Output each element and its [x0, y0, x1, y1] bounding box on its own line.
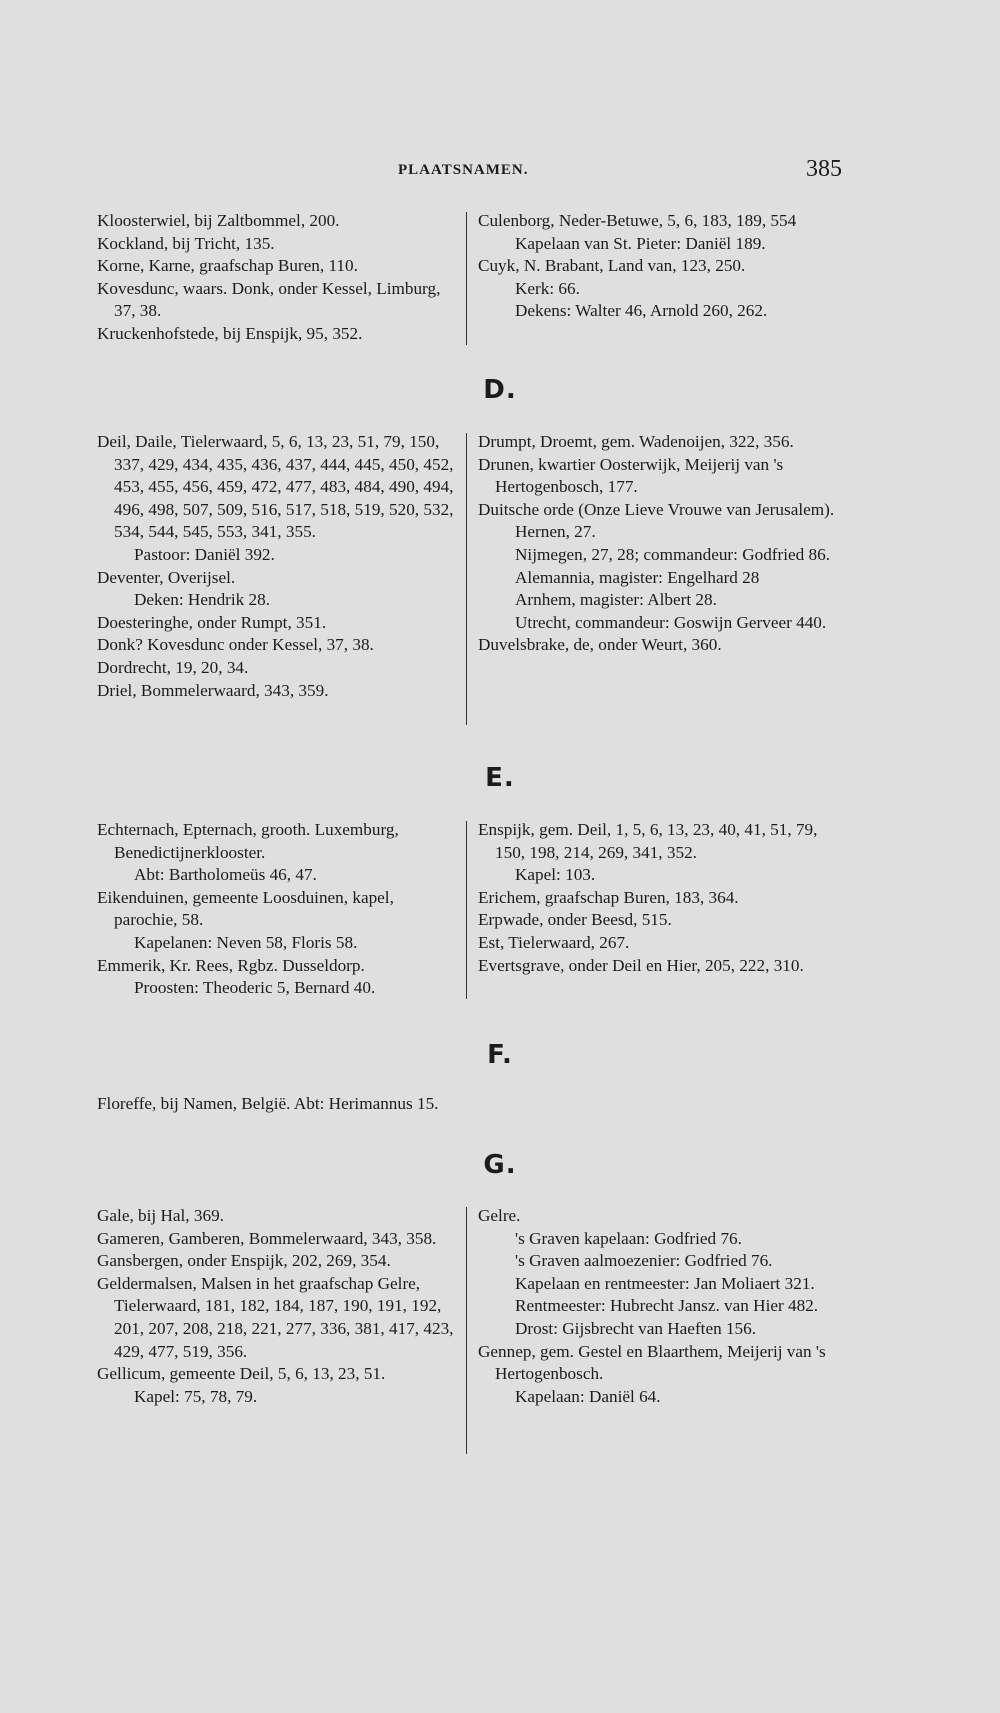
index-subentry: Rentmeester: Hubrecht Jansz. van Hier 482.: [515, 1296, 819, 1316]
index-subentry: 's Graven kapelaan: Godfried 76.: [515, 1228, 742, 1248]
column-divider: [466, 212, 467, 345]
index-entry: Drumpt, Droemt, gem. Wadenoijen, 322, 356.: [478, 432, 794, 451]
index-entry: Duitsche orde (Onze Lieve Vrouwe van Jerusalem).: [478, 499, 835, 519]
index-entry: Kruckenhofstede, bij Enspijk, 95, 352.: [97, 323, 363, 343]
index-subentry: Kapelaan van St. Pieter: Daniël 189.: [515, 233, 766, 253]
index-entry: Eikenduinen, gemeente Loosduinen, kapel, parochie, 58.: [97, 887, 394, 930]
section-letter-d: D.: [483, 375, 517, 405]
section-k-left-column: [97, 210, 457, 346]
column-divider: [466, 433, 467, 725]
index-entry: Evertsgrave, onder Deil en Hier, 205, 222, 310.: [478, 955, 804, 975]
section-f-entry: Floreffe, bij Namen, België. Abt: Herimannus 15.: [97, 1094, 439, 1113]
index-subentry: Deken: Hendrik 28.: [134, 590, 271, 610]
index-entry: Kockland, bij Tricht, 135.: [97, 233, 275, 253]
index-entry: Duvelsbrake, de, onder Weurt, 360.: [478, 635, 722, 655]
index-subentry: 's Graven aalmoezenier: Godfried 76.: [515, 1251, 773, 1271]
index-entry: Doesteringhe, onder Rumpt, 351.: [97, 612, 327, 632]
section-k-right-column: [478, 210, 843, 323]
column-divider: [466, 821, 467, 999]
index-entry: Kloosterwiel, bij Zaltbommel, 200.: [97, 211, 340, 230]
index-entry: Donk? Kovesdunc onder Kessel, 37, 38.: [97, 635, 374, 655]
index-subentry: Utrecht, commandeur: Goswijn Gerveer 440.: [515, 612, 827, 632]
column-divider: [466, 1207, 467, 1454]
running-head: [0, 156, 1000, 184]
section-g-left-column: [97, 1205, 457, 1408]
index-entry: Enspijk, gem. Deil, 1, 5, 6, 13, 23, 40, 41, 51, 79, 150, 198, 214, 269, 341, 352.: [478, 820, 818, 862]
index-subentry: Hernen, 27.: [515, 522, 596, 542]
index-entry: Gelre.: [478, 1206, 521, 1225]
section-letter-g: G.: [483, 1150, 517, 1180]
index-subentry: Arnhem, magister: Albert 28.: [515, 590, 717, 610]
index-entry: Kovesdunc, waars. Donk, onder Kessel, Limburg, 37, 38.: [97, 278, 441, 321]
index-entry: Est, Tielerwaard, 267.: [478, 932, 630, 952]
index-subentry: Kapelanen: Neven 58, Floris 58.: [134, 932, 358, 952]
index-subentry: Kerk: 66.: [515, 278, 580, 298]
section-e-right-column: [478, 819, 843, 977]
section-letter-f: F.: [487, 1040, 513, 1070]
index-subentry: Abt: Bartholomeüs 46, 47.: [134, 865, 317, 885]
index-entry: Erichem, graafschap Buren, 183, 364.: [478, 887, 739, 907]
index-entry: Deil, Daile, Tielerwaard, 5, 6, 13, 23, 51, 79, 150, 337, 429, 434, 435, 436, 437, 444, 445, 450, 452, 453, 455, 456, 459, 472, 477, 483, 484, 490, 494, 496, 498, 507, 509, 516, 517, 518, 519, 520, 532, 534, 544, 545, 553, 341, 355.: [97, 432, 454, 542]
index-entry: Geldermalsen, Malsen in het graafschap Gelre, Tielerwaard, 181, 182, 184, 187, 190, 191, 192, 201, 207, 208, 218, 221, 277, 336, 381, 417, 423, 429, 477, 519, 356.: [97, 1273, 454, 1361]
section-e-left-column: [97, 819, 457, 1000]
index-subentry: Drost: Gijsbrecht van Haeften 156.: [515, 1318, 757, 1338]
index-subentry: Pastoor: Daniël 392.: [134, 544, 275, 564]
index-entry: Gameren, Gamberen, Bommelerwaard, 343, 358.: [97, 1228, 437, 1248]
index-subentry: Kapel: 103.: [515, 865, 596, 885]
index-entry: Deventer, Overijsel.: [97, 567, 236, 587]
page-number: 385: [806, 156, 842, 182]
index-entry: Gale, bij Hal, 369.: [97, 1206, 224, 1225]
running-title: PLAATSNAMEN.: [398, 162, 529, 178]
index-subentry: Kapelaan: Daniël 64.: [515, 1386, 661, 1406]
section-letter-e: E.: [485, 763, 515, 793]
section-d-right-column: [478, 431, 843, 657]
index-subentry: Nijmegen, 27, 28; commandeur: Godfried 86.: [515, 544, 831, 564]
index-subentry: Alemannia, magister: Engelhard 28: [515, 567, 760, 587]
index-entry: Culenborg, Neder-Betuwe, 5, 6, 183, 189, 554: [478, 211, 797, 230]
index-subentry: Kapelaan en rentmeester: Jan Moliaert 321.: [515, 1273, 815, 1293]
index-entry: Korne, Karne, graafschap Buren, 110.: [97, 256, 358, 276]
index-entry: Emmerik, Kr. Rees, Rgbz. Dusseldorp.: [97, 955, 365, 975]
section-d-left-column: [97, 431, 457, 702]
index-entry: Gellicum, gemeente Deil, 5, 6, 13, 23, 51.: [97, 1364, 386, 1384]
index-entry: Gennep, gem. Gestel en Blaarthem, Meijerij van 's Hertogenbosch.: [478, 1341, 826, 1384]
index-entry: Gansbergen, onder Enspijk, 202, 269, 354.: [97, 1251, 391, 1271]
index-entry: Driel, Bommelerwaard, 343, 359.: [97, 680, 329, 700]
index-subentry: Proosten: Theoderic 5, Bernard 40.: [134, 978, 376, 998]
index-subentry: Kapel: 75, 78, 79.: [134, 1386, 258, 1406]
index-entry: Drunen, kwartier Oosterwijk, Meijerij van 's Hertogenbosch, 177.: [478, 454, 784, 497]
index-entry: Erpwade, onder Beesd, 515.: [478, 910, 672, 930]
index-entry: Cuyk, N. Brabant, Land van, 123, 250.: [478, 256, 746, 276]
index-subentry: Dekens: Walter 46, Arnold 260, 262.: [515, 301, 768, 321]
section-g-right-column: [478, 1205, 843, 1408]
index-entry: Dordrecht, 19, 20, 34.: [97, 657, 249, 677]
index-entry: Echternach, Epternach, grooth. Luxemburg, Benedictijnerklooster.: [97, 820, 399, 862]
